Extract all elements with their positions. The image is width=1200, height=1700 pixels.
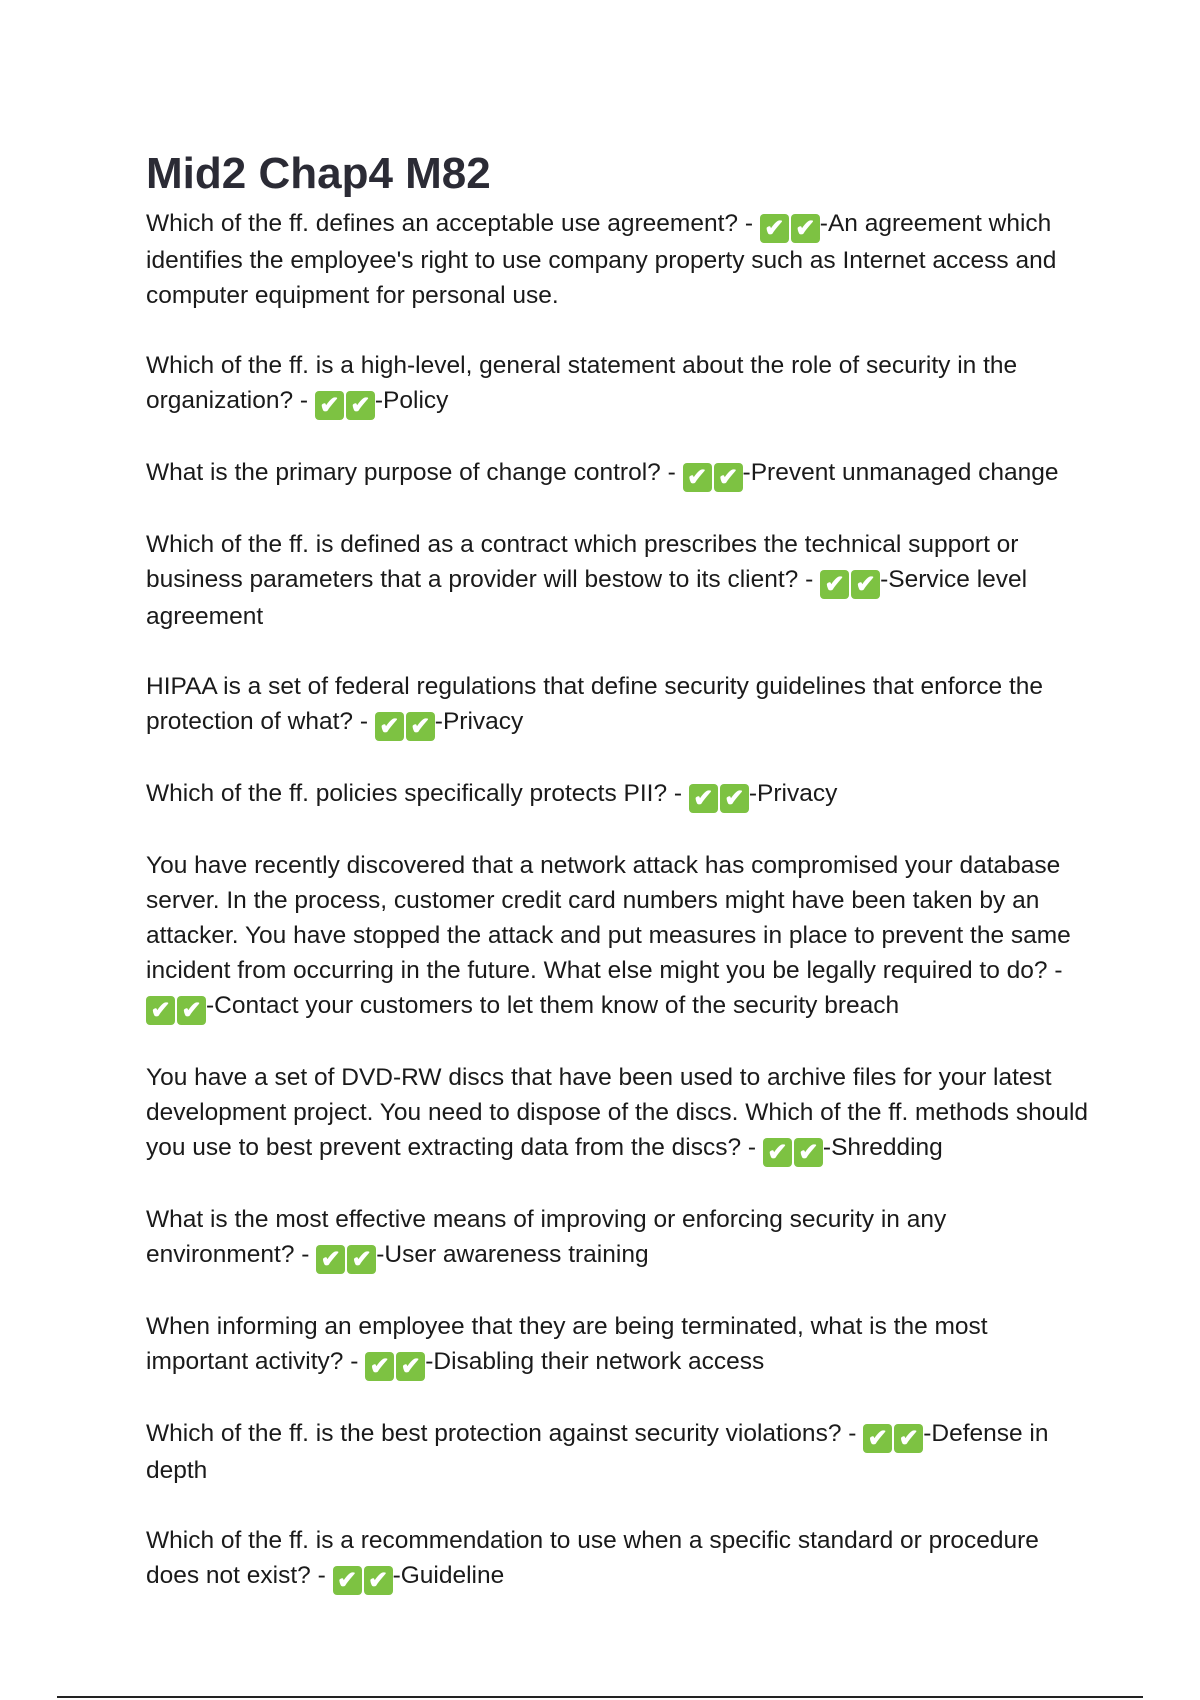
answer-text: -Privacy xyxy=(748,780,838,807)
question-text: Which of the ff. defines an acceptable use agreement? - xyxy=(146,210,760,237)
answer-text: -Prevent unmanaged change xyxy=(742,459,1059,486)
qa-item xyxy=(146,848,1096,1025)
question-text: You have recently discovered that a network attack has compromised your database server. In the process, customer credit card numbers might have been taken by an attacker. You have stopped the attack and put measures in place to prevent the same incident from occurring in the future. What else might you be legally required to do? - xyxy=(146,852,1071,984)
question-text: Which of the ff. is a high-level, general statement about the role of security in the organization? - xyxy=(146,352,1018,414)
check-mark-button-icon: ✔ xyxy=(683,463,712,492)
qa-item xyxy=(146,206,1096,313)
answer-marker xyxy=(863,1420,923,1452)
check-mark-button-icon: ✔ xyxy=(365,1352,394,1381)
answer-text: -Contact your customers to let them know of the security breach xyxy=(206,992,900,1019)
answer-text: -Service level agreement xyxy=(146,566,1028,630)
check-mark-button-icon: ✔ xyxy=(146,996,175,1025)
bottom-divider xyxy=(57,1696,1143,1698)
qa-item xyxy=(146,669,1096,741)
answer-text: -Disabling their network access xyxy=(425,1348,765,1375)
check-mark-button-icon: ✔ xyxy=(794,1138,823,1167)
check-mark-button-icon: ✔ xyxy=(714,463,743,492)
check-mark-button-icon: ✔ xyxy=(347,1245,376,1274)
qa-item xyxy=(146,455,1096,492)
answer-text: -Shredding xyxy=(822,1134,943,1161)
check-mark-button-icon: ✔ xyxy=(863,1424,892,1453)
document-page xyxy=(146,150,1096,1630)
check-mark-button-icon: ✔ xyxy=(396,1352,425,1381)
answer-marker xyxy=(763,1134,823,1166)
answer-marker xyxy=(689,780,749,812)
answer-marker xyxy=(146,992,206,1024)
question-text: Which of the ff. is the best protection against security violations? - xyxy=(146,1420,864,1447)
question-text: You have a set of DVD-RW discs that have been used to archive files for your latest development project. You need to dispose of the discs. Which of the ff. methods should you use to best prevent extracting data from the discs? - xyxy=(146,1064,1089,1161)
answer-marker xyxy=(760,210,820,242)
check-mark-button-icon: ✔ xyxy=(851,570,880,599)
check-mark-button-icon: ✔ xyxy=(177,996,206,1025)
check-mark-button-icon: ✔ xyxy=(346,391,375,420)
qa-item xyxy=(146,1309,1096,1381)
answer-marker xyxy=(315,387,375,419)
answer-text: -Defense in depth xyxy=(146,1420,1049,1484)
answer-marker xyxy=(316,1241,376,1273)
answer-marker xyxy=(820,566,880,598)
question-text: When informing an employee that they are being terminated, what is the most important activity? - xyxy=(146,1313,988,1375)
check-mark-button-icon: ✔ xyxy=(406,712,435,741)
answer-marker xyxy=(683,459,743,491)
check-mark-button-icon: ✔ xyxy=(820,570,849,599)
answer-text: -An agreement which identifies the employee's right to use company property such as Internet access and computer equipment for personal use. xyxy=(146,210,1057,309)
check-mark-button-icon: ✔ xyxy=(315,391,344,420)
answer-marker xyxy=(375,708,435,740)
answer-text: -Policy xyxy=(374,387,449,414)
answer-marker xyxy=(333,1562,393,1594)
qa-item xyxy=(146,348,1096,420)
question-text: Which of the ff. is a recommendation to use when a specific standard or procedure does not exist? - xyxy=(146,1527,1039,1589)
answer-text: -Guideline xyxy=(392,1562,505,1589)
check-mark-button-icon: ✔ xyxy=(763,1138,792,1167)
question-text: What is the most effective means of improving or enforcing security in any environment? - xyxy=(146,1206,947,1268)
answer-text: -User awareness training xyxy=(376,1241,649,1268)
qa-item xyxy=(146,527,1096,634)
check-mark-button-icon: ✔ xyxy=(375,712,404,741)
check-mark-button-icon: ✔ xyxy=(760,214,789,243)
check-mark-button-icon: ✔ xyxy=(316,1245,345,1274)
check-mark-button-icon: ✔ xyxy=(333,1566,362,1595)
qa-item xyxy=(146,776,1096,813)
document-title: Mid2 Chap4 M82 xyxy=(146,149,491,198)
qa-item xyxy=(146,1060,1096,1167)
check-mark-button-icon: ✔ xyxy=(894,1424,923,1453)
check-mark-button-icon: ✔ xyxy=(720,784,749,813)
qa-item xyxy=(146,1416,1096,1488)
check-mark-button-icon: ✔ xyxy=(364,1566,393,1595)
question-text: Which of the ff. is defined as a contract which prescribes the technical support or business parameters that a provider will bestow to its client? - xyxy=(146,531,1019,593)
question-text: Which of the ff. policies specifically protects PII? - xyxy=(146,780,689,807)
question-text: What is the primary purpose of change control? - xyxy=(146,459,683,486)
question-text: HIPAA is a set of federal regulations that define security guidelines that enforce the protection of what? - xyxy=(146,673,1044,735)
qa-list xyxy=(146,206,1096,1595)
qa-item xyxy=(146,1202,1096,1274)
answer-text: -Privacy xyxy=(434,708,524,735)
check-mark-button-icon: ✔ xyxy=(689,784,718,813)
qa-item xyxy=(146,1523,1096,1595)
check-mark-button-icon: ✔ xyxy=(791,214,820,243)
answer-marker xyxy=(365,1348,425,1380)
